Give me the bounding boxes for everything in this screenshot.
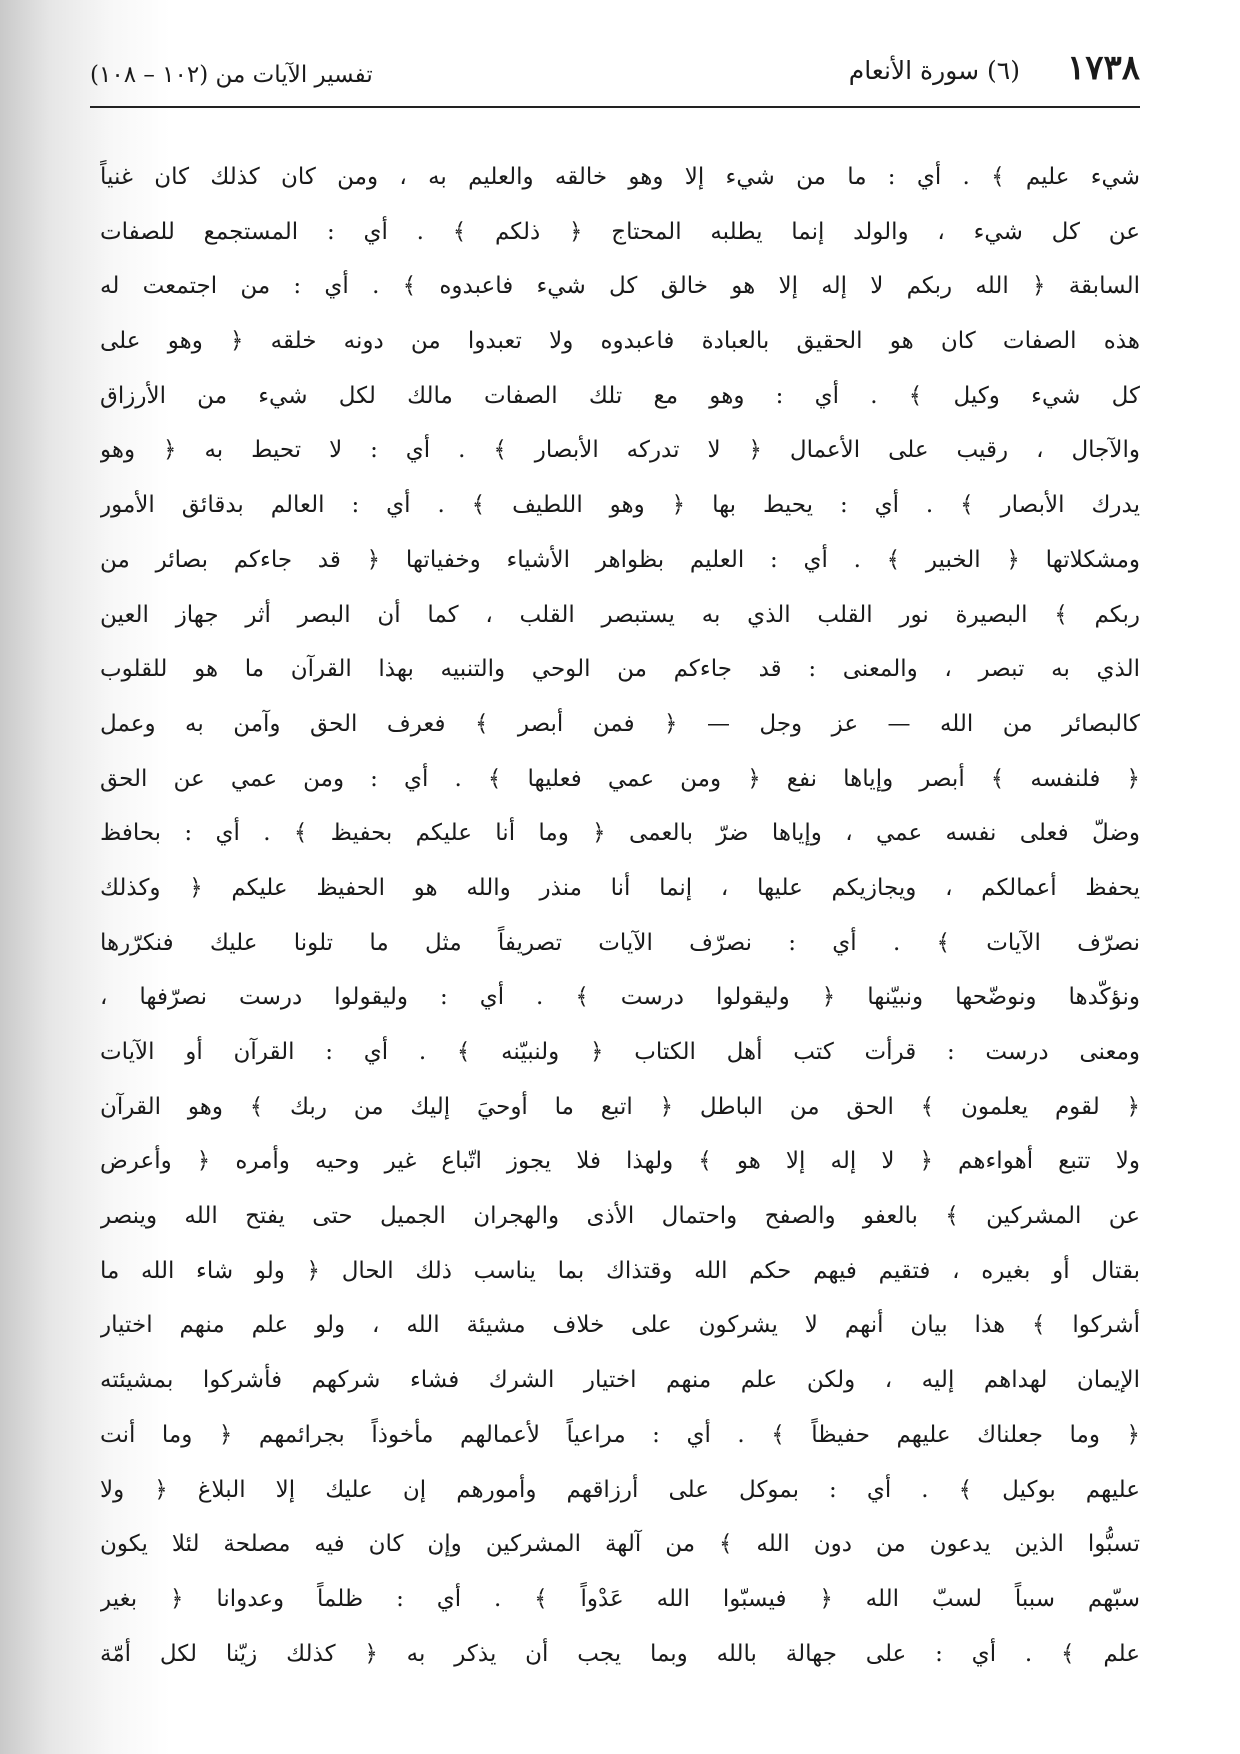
text-line: ﴿ وما جعلناك عليهم حفيظاً ﴾ . أي : مراعياً لأعمالهم مأخوذاً بجرائمهم ﴿ وما أنت bbox=[100, 1421, 1140, 1448]
text-line: يحفظ أعمالكم ، ويجازيكم عليها ، إنما أنا منذر والله هو الحفيظ عليكم ﴿ وكذلك bbox=[100, 874, 1140, 901]
text-line: بقتال أو بغيره ، فتقيم فيهم حكم الله وقتذاك بما يناسب ذلك الحال ﴿ ولو شاء الله ما bbox=[100, 1257, 1140, 1284]
text-line: علم ﴾ . أي : على جهالة بالله وبما يجب أن يذكر به ﴿ كذلك زيّنا لكل أمّة bbox=[100, 1640, 1140, 1667]
text-line: ونؤكّدها ونوضّحها ونبيّنها ﴿ وليقولوا درست ﴾ . أي : وليقولوا درست نصرّفها ، bbox=[100, 984, 1140, 1011]
text-line: الإيمان لهداهم إليه ، ولكن علم منهم اختيار الشرك فشاء شركهم فأشركوا بمشيئته bbox=[100, 1367, 1140, 1394]
text-line: ﴿ فلنفسه ﴾ أبصر وإياها نفع ﴿ ومن عمي فعليها ﴾ . أي : ومن عمي عن الحق bbox=[100, 765, 1140, 792]
text-line: السابقة ﴿ الله ربكم لا إله إلا هو خالق كل شيء فاعبدوه ﴾ . أي : من اجتمعت له bbox=[100, 273, 1140, 300]
text-line: ولا تتبع أهواءهم ﴿ لا إله إلا هو ﴾ ولهذا فلا يجوز اتّباع غير وحيه وأمره ﴿ وأعرض bbox=[100, 1148, 1140, 1175]
text-line: هذه الصفات كان هو الحقيق بالعبادة فاعبدوه ولا تعبدوا من دونه خلقه ﴿ وهو على bbox=[100, 328, 1140, 355]
page-number: ١٧٣٨ bbox=[1066, 48, 1140, 88]
text-line: عن المشركين ﴾ بالعفو والصفح واحتمال الأذى والهجران الجميل حتى يفتح الله وينصر bbox=[100, 1203, 1140, 1230]
text-line: أشركوا ﴾ هذا بيان أنهم لا يشركون على خلاف مشيئة الله ، ولو علم منهم اختيار bbox=[100, 1312, 1140, 1339]
text-line: والآجال ، رقيب على الأعمال ﴿ لا تدركه الأبصار ﴾ . أي : لا تحيط به ﴿ وهو bbox=[100, 437, 1140, 464]
text-line: ومعنى درست : قرأت كتب أهل الكتاب ﴿ ولنبيّنه ﴾ . أي : القرآن أو الآيات bbox=[100, 1039, 1140, 1065]
text-line: ﴿ لقوم يعلمون ﴾ الحق من الباطل ﴿ اتبع ما أوحيَ إليك من ربك ﴾ وهو القرآن bbox=[100, 1093, 1140, 1120]
text-line: ومشكلاتها ﴿ الخبير ﴾ . أي : العليم بظواهر الأشياء وخفياتها ﴿ قد جاءكم بصائر من bbox=[100, 546, 1140, 573]
text-line: ربكم ﴾ البصيرة نور القلب الذي به يستبصر القلب ، كما أن البصر أثر جهاز العين bbox=[100, 601, 1140, 628]
text-line: وضلّ فعلى نفسه عمي ، وإياها ضرّ بالعمى ﴿ وما أنا عليكم بحفيظ ﴾ . أي : بحافظ bbox=[100, 820, 1140, 847]
text-line: كالبصائر من الله — عز وجل — ﴿ فمن أبصر ﴾ فعرف الحق وآمن به وعمل bbox=[100, 710, 1140, 737]
text-line: سبّهم سبباً لسبّ الله ﴿ فيسبّوا الله عَدْواً ﴾ . أي : ظلماً وعدوانا ﴿ بغير bbox=[100, 1585, 1140, 1612]
text-line: كل شيء وكيل ﴾ . أي : وهو مع تلك الصفات مالك لكل شيء من الأرزاق bbox=[100, 382, 1140, 409]
text-line: يدرك الأبصار ﴾ . أي : يحيط بها ﴿ وهو اللطيف ﴾ . أي : العالم بدقائق الأمور bbox=[100, 492, 1140, 519]
text-line: الذي به تبصر ، والمعنى : قد جاءكم من الوحي والتنبيه بهذا القرآن ما هو للقلوب bbox=[100, 656, 1140, 683]
text-line: تسبُّوا الذين يدعون من دون الله ﴾ من آلهة المشركين وإن كان فيه مصلحة لئلا يكون bbox=[100, 1531, 1140, 1558]
text-line: شيء عليم ﴾ . أي : ما من شيء إلا وهو خالقه والعليم به ، ومن كان كذلك كان غنياً bbox=[100, 164, 1140, 190]
text-line: عليهم بوكيل ﴾ . أي : بموكل على أرزاقهم وأمورهم إن عليك إلا البلاغ ﴿ ولا bbox=[100, 1476, 1140, 1503]
page-header bbox=[90, 48, 1140, 108]
text-line: نصرّف الآيات ﴾ . أي : نصرّف الآيات تصريفاً مثل ما تلونا عليك فنكرّرها bbox=[100, 929, 1140, 956]
section-title: تفسير الآيات من (١٠٢ – ١٠٨) bbox=[90, 62, 373, 88]
text-line: عن كل شيء ، والولد إنما يطلبه المحتاج ﴿ ذلكم ﴾ . أي : المستجمع للصفات bbox=[100, 218, 1140, 245]
surah-name: (٦) سورة الأنعام bbox=[848, 56, 1020, 85]
tafsir-text bbox=[100, 150, 1140, 1694]
